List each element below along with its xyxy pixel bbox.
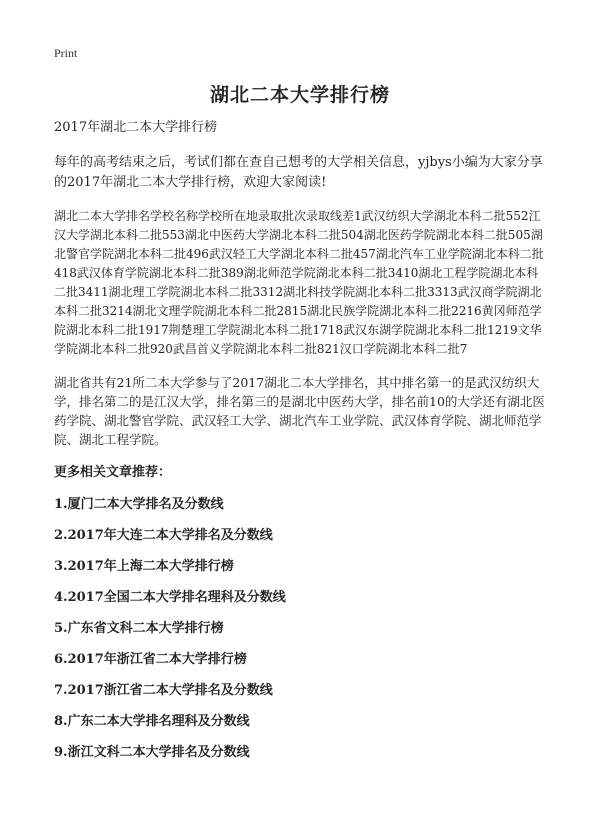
related-article-link[interactable]: 1.厦门二本大学排名及分数线 [54,497,224,512]
summary-paragraph: 湖北省共有21所二本大学参与了2017湖北二本大学排名，其中排名第一的是武汉纺织大学，排名第二的是江汉大学，排名第三的是湖北中医药大学，排名前10的大学还有湖北医药学院、湖北警官学院、武汉轻工大学、湖北汽车工业学院、武汉体育学院、湖北师范学院、湖北工程学院。 [54,375,545,447]
article-body [54,118,546,774]
related-article-link[interactable]: 4.2017全国二本大学排名理科及分数线 [54,590,286,605]
ranking-table-text: 湖北二本大学排名学校名称学校所在地录取批次录取线差1武汉纺织大学湖北本科二批552江汉大学湖北本科二批553湖北中医药大学湖北本科二批504湖北医药学院湖北本科二批505湖北警官学院湖北本科二批496武汉轻工大学湖北本科二批457湖北汽车工业学院湖北本科二批418武汉体育学院湖北本科二批389湖北师范学院湖北本科二批3410湖北工程学院湖北本科二批3411湖北理工学院湖北本科二批3312湖北科技学院湖北本科二批3313武汉商学院湖北本科二批3214湖北文理学院湖北本科二批2815湖北民族学院湖北本科二批2216黄冈师范学院湖北本科二批1917荆楚理工学院湖北本科二批1718武汉东湖学院湖北本科二批1219文华学院湖北本科二批920武昌首义学院湖北本科二批821汉口学院湖北本科二批7 [54,209,544,356]
related-article-link[interactable]: 2.2017年大连二本大学排名及分数线 [54,528,273,543]
related-article-link[interactable]: 6.2017年浙江省二本大学排行榜 [54,652,247,667]
related-articles-list [54,495,546,774]
print-link[interactable]: Print [54,46,78,60]
list-item [54,495,546,526]
article-subtitle: 2017年湖北二本大学排行榜 [54,120,218,135]
list-item [54,557,546,588]
list-item [54,619,546,650]
list-item [54,650,546,681]
list-item [54,588,546,619]
list-item [54,526,546,557]
intro-paragraph: 每年的高考结束之后，考试们都在查自己想考的大学相关信息，yjbys小编为大家分享的2017年湖北二本大学排行榜，欢迎大家阅读! [54,155,543,190]
list-item [54,712,546,743]
list-item [54,681,546,712]
related-article-link[interactable]: 7.2017浙江省二本大学排名及分数线 [54,683,273,698]
related-article-link[interactable]: 5.广东省文科二本大学排行榜 [54,621,224,636]
related-article-link[interactable]: 8.广东二本大学排名理科及分数线 [54,714,250,729]
related-article-link[interactable]: 3.2017年上海二本大学排行榜 [54,559,234,574]
page-title: 湖北二本大学排行榜 [209,84,390,106]
list-item [54,743,546,774]
related-article-link[interactable]: 9.浙江文科二本大学排名及分数线 [54,745,250,760]
related-articles-heading: 更多相关文章推荐： [54,465,172,480]
